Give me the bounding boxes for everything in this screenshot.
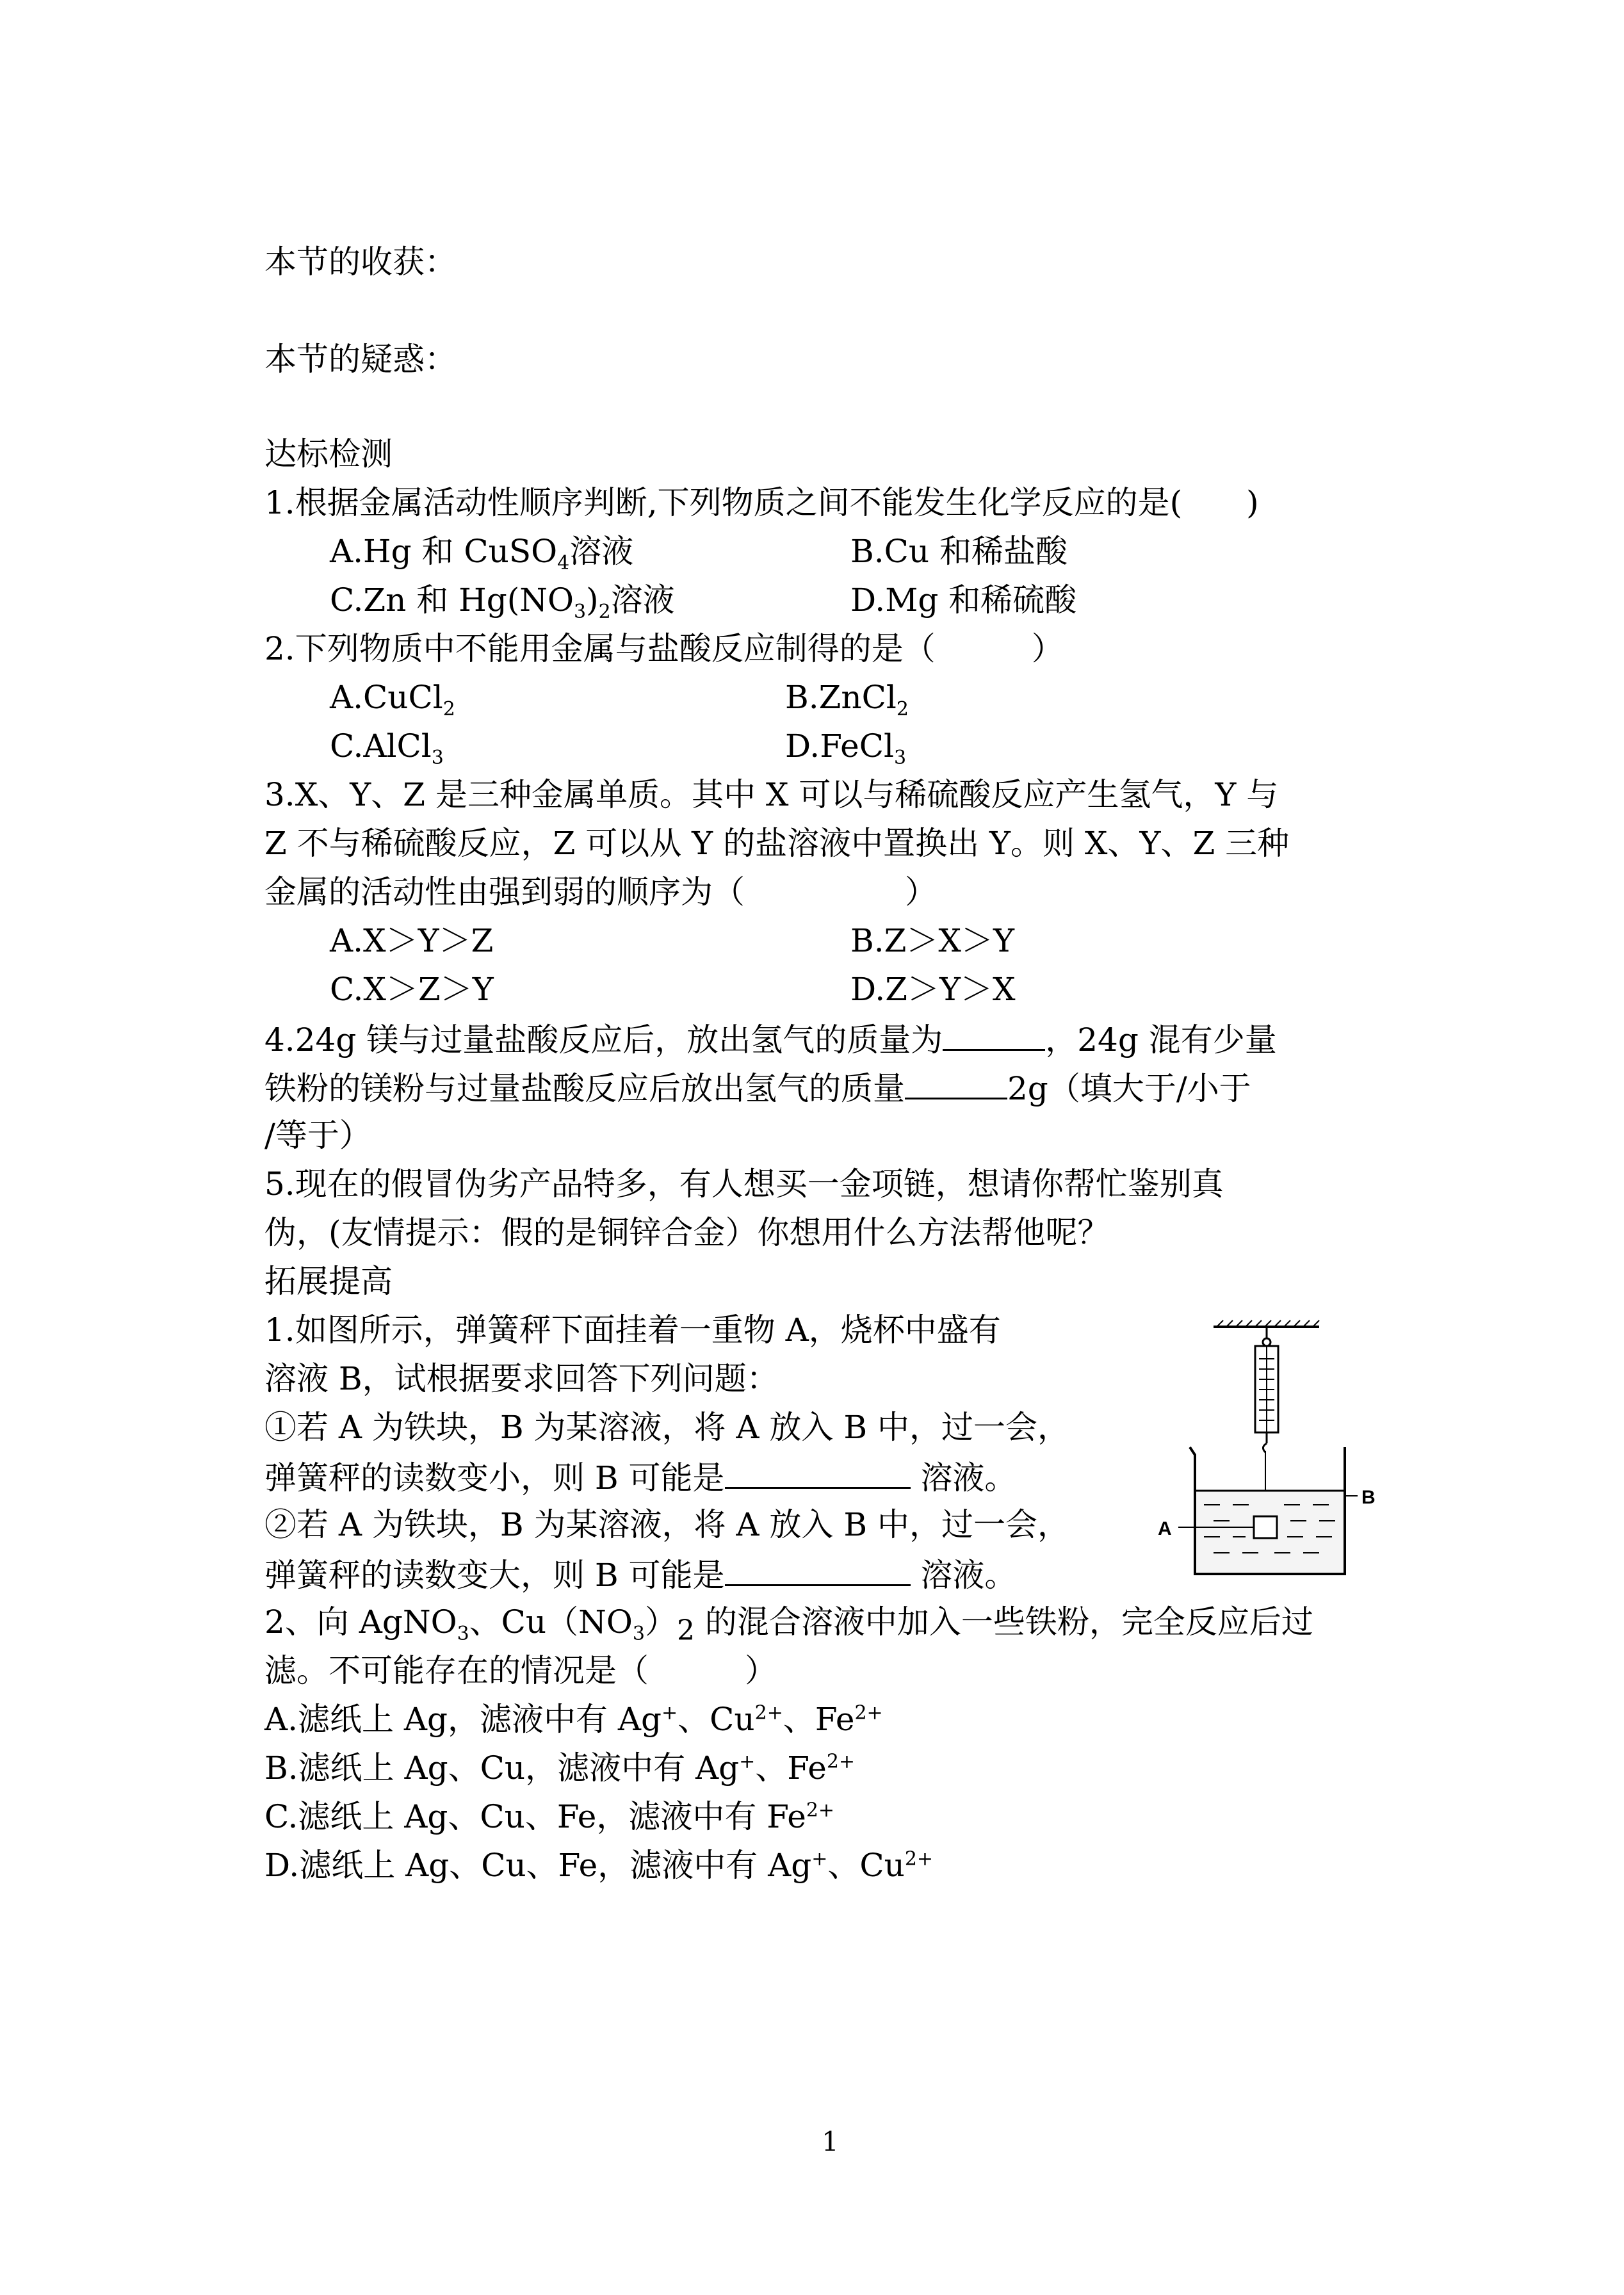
q1-option-c-tail: 溶液: [610, 581, 675, 619]
page-number: 1: [822, 2126, 839, 2157]
q1-option-b: B.Cu 和稀盐酸: [850, 533, 1068, 570]
ext-q1-line-2: 溶液 B，试根据要求回答下列问题：: [264, 1360, 779, 1397]
test-section-title: 达标检测: [264, 435, 393, 473]
ext-q2-option-b-fe: 、Fe: [755, 1749, 827, 1787]
q4-text-1: 4.24g 镁与过量盐酸反应后，放出氢气的质量为: [264, 1021, 943, 1058]
q2-option-c-text: C.AlCl: [330, 727, 432, 765]
ext-q2-option-a-fe: 、Fe: [783, 1701, 855, 1738]
q4-blank-1: [943, 1016, 1045, 1051]
ext-q2-option-a-sup3: 2+: [854, 1701, 883, 1724]
ext-q2-option-d-cu: 、Cu: [827, 1847, 905, 1884]
ext-q1-part2-tail: 溶液。: [910, 1557, 1017, 1594]
ext-q1-part2-line-1: ②若 A 为铁块，B 为某溶液，将 A 放入 B 中，过一会，: [264, 1506, 1069, 1543]
q1-option-d: D.Mg 和稀硫酸: [850, 581, 1077, 619]
ext-q2-option-c-sup: 2+: [806, 1799, 835, 1822]
ext-q2-text-a: 2、向 AgNO: [264, 1603, 457, 1641]
summary-gain-label: 本节的收获：: [264, 243, 457, 280]
q1-option-a-text: A.Hg 和 CuSO: [330, 533, 558, 570]
ext-q1-part1-text: 弹簧秤的读数变小，则 B 可能是: [264, 1459, 725, 1496]
ext-q2-option-d: [264, 1843, 933, 1888]
ext-q2-option-b: [264, 1746, 855, 1790]
q1-option-a: [330, 529, 633, 574]
ext-q2-option-c-text: C.滤纸上 Ag、Cu、Fe，滤液中有 Fe: [264, 1798, 806, 1835]
q3-option-a: A.X＞Y＞Z: [330, 922, 494, 959]
q1-stem: 1.根据金属活动性顺序判断,下列物质之间不能发生化学反应的是( ): [264, 484, 1259, 521]
q2-option-d: [785, 724, 906, 768]
q3-option-c: C.X＞Z＞Y: [330, 971, 494, 1008]
q1-option-c-text: C.Zn 和 Hg(NO: [330, 581, 574, 619]
ext-q2-option-a-sup2: 2+: [754, 1701, 783, 1724]
ext-q2-option-a: [264, 1697, 883, 1742]
q2-stem: 2.下列物质中不能用金属与盐酸反应制得的是（ ）: [264, 630, 1064, 667]
extension-title: 拓展提高: [264, 1263, 393, 1300]
ext-q1-part1-blank: [725, 1454, 911, 1489]
q5-line-2: 伪，(友情提示：假的是铜锌合金）你想用什么方法帮他呢？: [264, 1214, 1110, 1251]
ext-q2-option-a-text: A.滤纸上 Ag，滤液中有 Ag: [264, 1701, 662, 1738]
q4-text-3: 铁粉的镁粉与过量盐酸反应后放出氢气的质量: [264, 1070, 905, 1107]
q2-option-a: [330, 675, 455, 720]
ext-q2-sub-3: 2: [676, 1614, 695, 1647]
ext-q2-option-c: [264, 1794, 834, 1839]
ext-q1-part1-line-1: ①若 A 为铁块，B 为某溶液，将 A 放入 B 中，过一会，: [264, 1409, 1069, 1446]
q5-line-1: 5.现在的假冒伪劣产品特多，有人想买一金项链，想请你帮忙鉴别真: [264, 1165, 1224, 1203]
q3-option-b: B.Z＞X＞Y: [850, 922, 1014, 959]
q2-option-b-sub: 2: [896, 698, 909, 720]
q3-line-1: 3.X、Y、Z 是三种金属单质。其中 X 可以与稀硫酸反应产生氢气，Y 与: [264, 776, 1279, 813]
ext-q2-text-e: ）: [644, 1603, 677, 1641]
q2-option-a-sub: 2: [443, 698, 455, 720]
q4-text-4: 2g（填大于/小于: [1007, 1070, 1251, 1107]
summary-doubt-label: 本节的疑惑：: [264, 341, 457, 378]
q2-option-b: [785, 675, 909, 720]
q2-option-c: [330, 724, 444, 768]
ext-q1-part1-line-2: [264, 1454, 1016, 1500]
ext-q2-sub-2: 3: [632, 1623, 645, 1645]
ext-q2-line-1: [264, 1600, 1313, 1647]
ext-q2-line-2: 滤。不可能存在的情况是（ ）: [264, 1652, 777, 1689]
q3-option-d: D.Z＞Y＞X: [850, 971, 1016, 1008]
q4-blank-2: [905, 1064, 1007, 1099]
q2-option-a-text: A.CuCl: [330, 679, 443, 716]
spring-scale-beaker-figure: [1153, 1319, 1390, 1588]
q1-option-c: [330, 578, 675, 622]
q2-option-d-sub: 3: [894, 747, 907, 769]
q2-option-c-sub: 3: [431, 747, 444, 769]
ext-q1-line-1: 1.如图所示，弹簧秤下面挂着一重物 A，烧杯中盛有: [264, 1311, 1001, 1349]
ext-q1-part2-blank: [725, 1551, 911, 1586]
ext-q2-option-d-sup2: 2+: [904, 1847, 934, 1870]
ext-q2-option-d-text: D.滤纸上 Ag、Cu、Fe，滤液中有 Ag: [264, 1847, 812, 1884]
q1-option-c-sub2: 2: [598, 601, 611, 623]
ext-q2-option-b-sup1: +: [739, 1750, 756, 1773]
ext-q2-option-a-sup1: +: [662, 1701, 678, 1724]
q1-option-a-tail: 溶液: [569, 533, 634, 570]
figure-label-b: B: [1361, 1487, 1376, 1508]
q4-line-1: [264, 1016, 1277, 1062]
ext-q2-text-g: 的混合溶液中加入一些铁粉，完全反应后过: [694, 1603, 1313, 1641]
q1-option-c-paren: ): [586, 581, 599, 619]
ext-q2-option-b-text: B.滤纸上 Ag、Cu，滤液中有 Ag: [264, 1749, 740, 1787]
q3-line-2: Z 不与稀硫酸反应，Z 可以从 Y 的盐溶液中置换出 Y。则 X、Y、Z 三种: [264, 825, 1290, 862]
q4-text-2: ，24g 混有少量: [1045, 1021, 1277, 1058]
q1-option-c-sub1: 3: [573, 601, 587, 623]
ext-q2-sub-1: 3: [457, 1623, 469, 1645]
q2-option-b-text: B.ZnCl: [785, 679, 897, 716]
ext-q1-part2-text: 弹簧秤的读数变大，则 B 可能是: [264, 1557, 725, 1594]
q1-option-a-sub: 4: [557, 552, 570, 574]
figure-label-a: A: [1158, 1518, 1172, 1539]
ext-q1-part1-tail: 溶液。: [910, 1459, 1017, 1496]
q4-line-2: [264, 1064, 1251, 1111]
q4-line-3: /等于）: [264, 1117, 371, 1154]
q2-option-d-text: D.FeCl: [785, 727, 894, 765]
ext-q2-option-d-sup1: +: [811, 1847, 828, 1870]
q3-line-3: 金属的活动性由强到弱的顺序为（ ）: [264, 873, 937, 911]
ext-q2-option-b-sup2: 2+: [826, 1750, 856, 1773]
ext-q1-part2-line-2: [264, 1551, 1016, 1598]
ext-q2-text-c: 、Cu（NO: [469, 1603, 633, 1641]
ext-q2-option-a-cu: 、Cu: [678, 1701, 755, 1738]
